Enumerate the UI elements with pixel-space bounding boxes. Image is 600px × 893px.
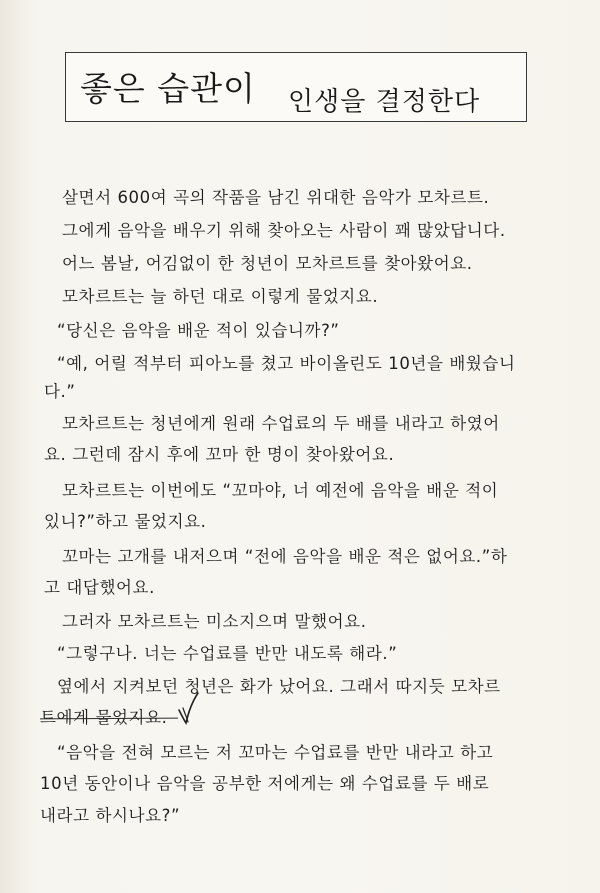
body-line: 모차르트는 이번에도 “꼬마야, 너 예전에 음악을 배운 적이 (62, 481, 499, 500)
body-line: 다.” (44, 382, 76, 401)
body-line: 옆에서 지켜보던 청년은 화가 났어요. 그래서 따지듯 모차르 (57, 677, 501, 696)
title-sub: 인생을 결정한다 (288, 87, 481, 117)
body-line: 요. 그런데 잠시 후에 꼬마 한 명이 찾아왔어요. (44, 445, 395, 464)
pen-checkmark-icon (176, 690, 200, 726)
body-line: “예, 어릴 적부터 피아노를 쳤고 바이올린도 10년을 배웠습니 (57, 354, 516, 373)
body-line: 고 대답했어요. (44, 578, 155, 597)
body-line: 살면서 600여 곡의 작품을 남긴 위대한 음악가 모차르트. (62, 188, 490, 207)
body-line: “음악을 전혀 모르는 저 꼬마는 수업료를 반만 내라고 하고 (57, 743, 494, 762)
body-line: 그에게 음악을 배우기 위해 찾아오는 사람이 꽤 많았답니다. (62, 221, 506, 240)
body-line: 꼬마는 고개를 내저으며 “전에 음악을 배운 적은 없어요.”하 (62, 547, 508, 566)
body-line: “그렇구나. 너는 수업료를 반만 내도록 해라.” (57, 644, 398, 663)
body-line: 모차르트는 청년에게 원래 수업료의 두 배를 내라고 하였어 (62, 414, 500, 433)
body-line: “당신은 음악을 배운 적이 있습니까?” (57, 321, 340, 340)
body-line: 모차르트는 늘 하던 대로 이렇게 물었지요. (62, 287, 379, 306)
body-line: 내라고 하시나요?” (40, 806, 181, 825)
body-line: 그러자 모차르트는 미소지으며 말했어요. (62, 612, 367, 631)
body-line: 트에게 물었지요. (40, 708, 168, 727)
body-line: 있니?”하고 물었지요. (44, 512, 207, 531)
title-main: 좋은 습관이 (80, 69, 256, 108)
title-box (65, 52, 527, 122)
body-line: 어느 봄날, 어김없이 한 청년이 모차르트를 찾아왔어요. (62, 254, 473, 273)
body-line: 10년 동안이나 음악을 공부한 저에게는 왜 수업료를 두 배로 (40, 774, 490, 793)
